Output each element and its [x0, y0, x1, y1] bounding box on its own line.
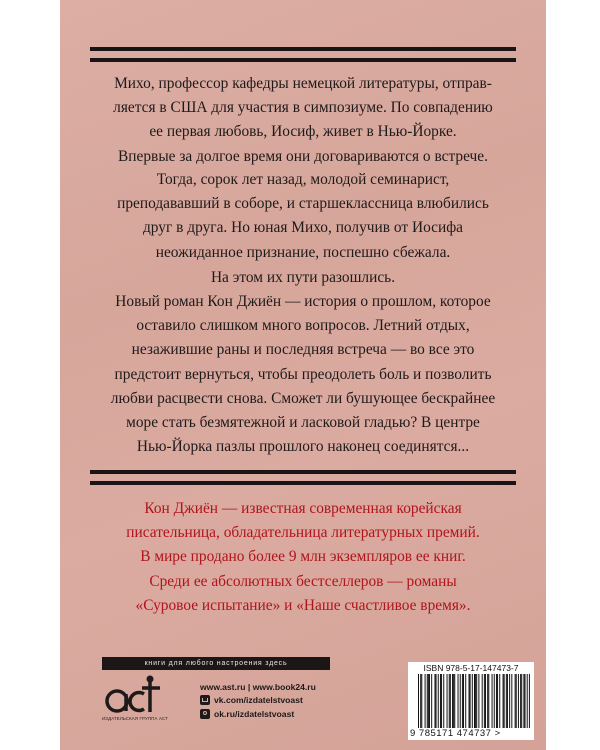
blurb-line: друг в друга. Но юная Михо, получив от Иосифа	[142, 219, 464, 237]
barcode-bar	[525, 674, 526, 728]
barcode-bar	[507, 674, 508, 728]
barcode-bar	[428, 674, 429, 728]
barcode-bar	[503, 674, 504, 728]
barcode-bar	[529, 674, 530, 728]
barcode-bar	[497, 674, 498, 728]
website-links-row[interactable]	[200, 680, 316, 694]
barcode-bar	[449, 674, 450, 728]
barcode-bar	[476, 674, 477, 728]
blurb-line: преподававший в соборе, и старшеклассница влюбились	[117, 195, 489, 213]
barcode-bar	[511, 674, 512, 728]
barcode-bar	[454, 674, 455, 728]
barcode-icon	[418, 674, 530, 728]
barcode-bar	[492, 674, 493, 728]
top-rule-lower	[90, 58, 516, 62]
barcode-bar	[478, 674, 479, 728]
barcode-bar	[475, 674, 476, 728]
ok-icon	[200, 709, 210, 719]
barcode-bar	[494, 674, 495, 728]
blurb-line: ее первая любовь, Иосиф, живет в Нью-Йорке.	[149, 123, 457, 141]
barcode-bar	[523, 674, 524, 728]
barcode-bar	[421, 674, 422, 728]
blurb-line: незажившие раны и последняя встреча — во все это	[131, 341, 475, 359]
blurb-paragraph-1	[88, 72, 518, 169]
blurb-line: оставило слишком много вопросов. Летний отдых,	[136, 317, 470, 335]
barcode-bar	[487, 674, 488, 728]
barcode-bar	[474, 674, 475, 728]
barcode-bar	[470, 674, 471, 728]
barcode-bar	[488, 674, 489, 728]
author-note	[88, 497, 518, 618]
ok-link[interactable]: ok.ru/izdatelstvoast	[214, 708, 295, 719]
barcode-bar	[436, 674, 437, 728]
barcode-bar	[520, 674, 521, 728]
barcode-bar	[447, 674, 448, 728]
barcode-bar	[482, 674, 483, 728]
barcode-bar	[443, 674, 444, 728]
blurb-paragraph-2	[88, 168, 518, 265]
barcode-bar	[509, 674, 510, 728]
blurb-line: Впервые за долгое время они договариваются о встрече.	[118, 147, 488, 165]
tagline-bar	[102, 657, 330, 670]
vk-icon	[200, 695, 210, 705]
middle-rule-upper	[90, 470, 516, 474]
blurb-line: На этом их пути разошлись.	[210, 269, 396, 286]
barcode-bar	[496, 674, 497, 728]
barcode-bar	[450, 674, 451, 728]
author-note-line: Кон Джиён — известная современная корейская	[144, 500, 462, 517]
blurb-line: море стать безмятежной и ласковой гладью? В центре	[126, 414, 480, 432]
barcode-bar	[429, 674, 430, 728]
tagline: книги для любого настроения здесь	[144, 660, 288, 667]
blurb-line: Тогда, сорок лет назад, молодой семинарист,	[156, 171, 450, 188]
barcode-bar	[463, 674, 464, 728]
blurb-line: неожиданное признание, поспешно сбежала.	[155, 243, 451, 261]
barcode-bar	[427, 674, 428, 728]
barcode-bar	[472, 674, 473, 728]
barcode-bar	[504, 674, 505, 728]
barcode-bar	[440, 674, 441, 728]
barcode-bar	[516, 674, 517, 728]
barcode-bar	[527, 674, 528, 728]
barcode-bar	[441, 674, 442, 728]
barcode-bar	[431, 674, 432, 728]
barcode-bar	[458, 674, 459, 728]
blurb-line: Новый роман Кон Джиён — история о прошлом, которое	[115, 293, 491, 310]
book-back-cover	[60, 0, 546, 750]
isbn-text: ISBN 978-5-17-147473-7	[423, 663, 519, 673]
barcode-bar	[420, 674, 421, 728]
barcode-bar	[438, 674, 439, 728]
blurb-paragraph-4	[88, 290, 518, 459]
barcode-bar	[515, 674, 516, 728]
ok-link-row[interactable]	[200, 707, 316, 721]
barcode-bar	[469, 674, 470, 728]
barcode-bar	[465, 674, 466, 728]
barcode-bar	[425, 674, 426, 728]
barcode-bar	[453, 674, 454, 728]
barcode-bar	[418, 674, 419, 728]
barcode-bar	[484, 674, 485, 728]
barcode-digits: 9 785171 474737 >	[410, 728, 501, 739]
barcode-bar	[506, 674, 507, 728]
blurb-line: ляется в США для участия в симпозиуме. По совпадению	[113, 99, 493, 117]
barcode-bar	[462, 674, 463, 728]
blurb-line: Нью-Йорка пазлы прошлого наконец соединятся...	[136, 438, 470, 456]
barcode-block	[408, 662, 534, 740]
top-rule-upper	[90, 47, 516, 51]
blurb-line: Михо, профессор кафедры немецкой литературы, отправ-	[114, 75, 492, 92]
blurb-line: предстоит вернуться, чтобы преодолеть боль и позволить	[114, 365, 492, 383]
barcode-bar	[460, 674, 461, 728]
barcode-bar	[434, 674, 435, 728]
author-note-line: В мире продано более 9 млн экземпляров ее книг.	[140, 548, 466, 566]
author-note-line: писательница, обладательница литературных премий.	[126, 524, 480, 542]
author-note-line: Среди ее абсолютных бестселлеров — романы	[149, 572, 457, 590]
publisher-links	[200, 680, 316, 721]
logo-text: аст	[104, 674, 106, 675]
middle-rule-lower	[90, 481, 516, 485]
blurb-line: любви расцвести снова. Сможет ли бушующее бескрайнее	[110, 389, 496, 407]
barcode-bar	[452, 674, 453, 728]
blurb-paragraph-3	[88, 266, 518, 290]
ast-logo-icon	[104, 674, 162, 718]
publisher-caption: ИЗДАТЕЛЬСКАЯ ГРУППА АСТ	[102, 716, 168, 721]
author-note-line: «Суровое испытание» и «Наше счастливое время».	[135, 596, 471, 614]
vk-link[interactable]: vk.com/izdatelstvoast	[214, 695, 303, 706]
barcode-bar	[521, 674, 522, 728]
barcode-bar	[518, 674, 519, 728]
website-links[interactable]: www.ast.ru | www.book24.ru	[200, 681, 316, 692]
vk-link-row[interactable]	[200, 694, 316, 708]
barcode-bar	[485, 674, 486, 728]
barcode-bar	[499, 674, 500, 728]
